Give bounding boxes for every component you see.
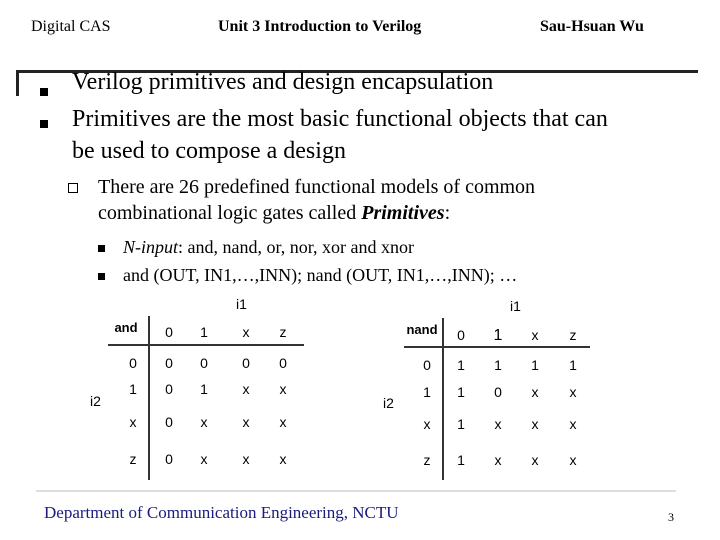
- nand-col-header: 0: [457, 327, 465, 343]
- and-table-vrule: [148, 316, 150, 480]
- nand-cell: 1: [457, 452, 465, 468]
- and-col-header: 0: [165, 324, 173, 340]
- nand-cell: 1: [457, 357, 465, 373]
- and-cell: 0: [165, 414, 173, 430]
- nand-row-header: x: [423, 416, 431, 432]
- and-table-hrule: [108, 344, 304, 346]
- header-title: Unit 3 Introduction to Verilog: [218, 18, 422, 35]
- sub-sub-bullet-marker: [98, 273, 105, 280]
- and-cell: 0: [165, 355, 173, 371]
- nand-cell: 1: [531, 357, 539, 373]
- and-cell: x: [279, 381, 287, 397]
- nand-cell: x: [494, 416, 502, 432]
- nand-col-header: z: [569, 327, 577, 343]
- and-cell: x: [242, 414, 250, 430]
- and-cell: x: [279, 414, 287, 430]
- and-col-header: z: [279, 324, 287, 340]
- nand-table-hrule: [404, 346, 590, 348]
- and-cell: 1: [200, 381, 208, 397]
- nand-cell: x: [569, 416, 577, 432]
- syntax-example: and (OUT, IN1,…,INN); nand (OUT, IN1,…,INN); …: [123, 265, 518, 285]
- nand-col-header: x: [531, 327, 539, 343]
- and-cell: 0: [279, 355, 287, 371]
- nand-cell: x: [569, 452, 577, 468]
- and-row-axis: i2: [90, 393, 101, 409]
- and-cell: 0: [165, 451, 173, 467]
- and-table-name: and: [114, 320, 138, 335]
- bullet-primitives-line2: be used to compose a design: [72, 138, 346, 164]
- nand-table-name: nand: [406, 322, 438, 337]
- nand-row-header: z: [423, 452, 431, 468]
- nand-cell: x: [531, 384, 539, 400]
- and-cell: x: [200, 451, 208, 467]
- sub-bullet-line1: There are 26 predefined functional models of common: [98, 176, 536, 198]
- nand-cell: 1: [494, 357, 502, 373]
- footer-rule: [36, 490, 676, 492]
- and-row-header: z: [129, 451, 137, 467]
- header-course: Digital CAS: [31, 18, 111, 35]
- nand-row-axis: i2: [383, 395, 394, 411]
- and-row-header: 0: [129, 355, 137, 371]
- and-cell: x: [242, 381, 250, 397]
- nand-col-header: 1: [493, 327, 503, 344]
- nand-cell: x: [531, 452, 539, 468]
- sub-sub-bullet-marker: [98, 245, 105, 252]
- and-row-header: 1: [129, 381, 137, 397]
- header-author: Sau-Hsuan Wu: [540, 18, 644, 35]
- bullet-encapsulation: Verilog primitives and design encapsulation: [72, 69, 494, 95]
- and-col-header: x: [242, 324, 250, 340]
- nand-table-vrule: [442, 318, 444, 480]
- bullet-marker: [40, 120, 48, 128]
- nand-row-header: 0: [423, 357, 431, 373]
- and-cell: 0: [165, 381, 173, 397]
- and-col-axis: i1: [236, 296, 247, 312]
- footer-department: Department of Communication Engineering, NCTU: [44, 503, 399, 522]
- and-cell: x: [279, 451, 287, 467]
- bullet-marker: [40, 88, 48, 96]
- sub-bullet-line2: combinational logic gates called Primitives:: [98, 202, 451, 224]
- nand-cell: 1: [457, 384, 465, 400]
- bullet-primitives-line1: Primitives are the most basic functional objects that can: [72, 106, 608, 132]
- and-col-header: 1: [200, 324, 208, 340]
- nand-cell: x: [531, 416, 539, 432]
- and-cell: x: [242, 451, 250, 467]
- nand-cell: x: [569, 384, 577, 400]
- nand-cell: x: [494, 452, 502, 468]
- sub-bullet-marker: [68, 183, 78, 193]
- nand-cell: 1: [569, 357, 577, 373]
- nand-row-header: 1: [423, 384, 431, 400]
- page-number: 3: [668, 510, 674, 524]
- and-cell: x: [200, 414, 208, 430]
- nand-cell: 1: [457, 416, 465, 432]
- and-row-header: x: [129, 414, 137, 430]
- nand-cell: 0: [494, 384, 502, 400]
- header-rule-vertical: [16, 70, 19, 96]
- n-input-list: N-input: and, nand, or, nor, xor and xnor: [123, 237, 415, 257]
- nand-col-axis: i1: [510, 298, 521, 314]
- and-cell: 0: [200, 355, 208, 371]
- and-cell: 0: [242, 355, 250, 371]
